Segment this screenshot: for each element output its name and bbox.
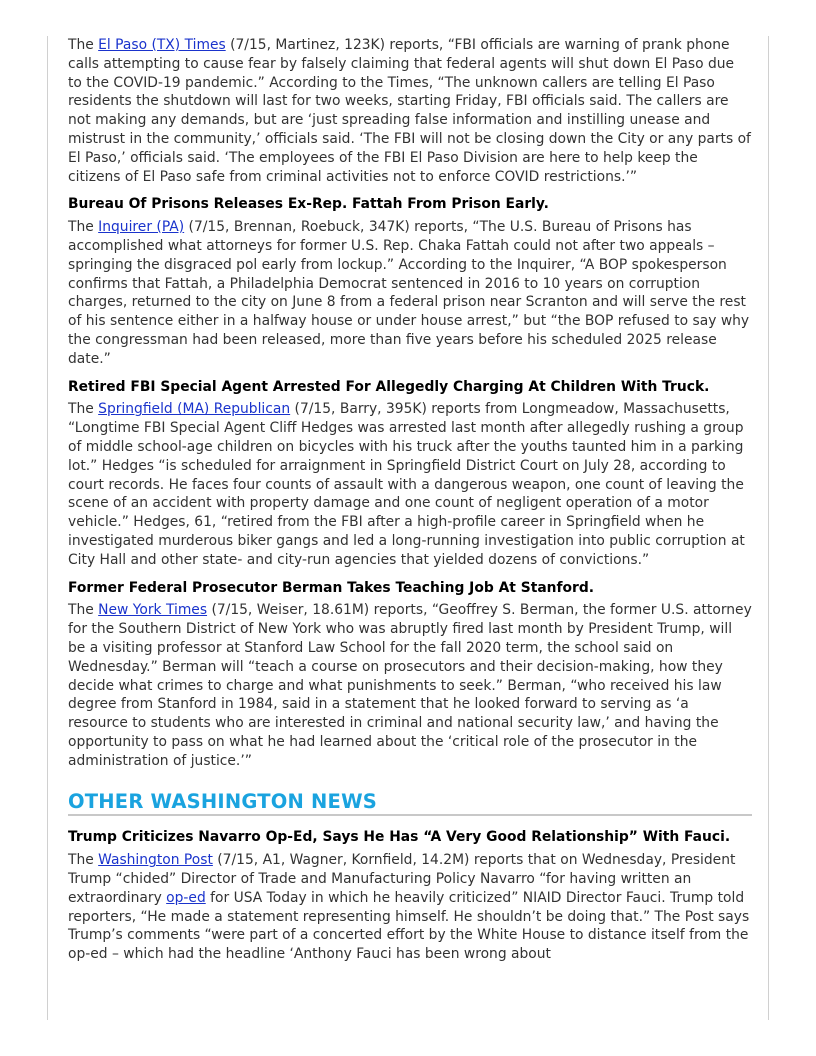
source-link-washington-post[interactable]: Washington Post: [98, 852, 213, 869]
left-margin-rule: [47, 36, 48, 1020]
article-paragraph: The Springfield (MA) Republican (7/15, Barry, 395K) reports from Longmeadow, Massachusetts, “Longtime FBI Special Agent Cliff Hedges was arrested last month after allegedly rushing a group of middle school-age children on bicycles with his truck after the youths taunted him in a parking lot.” Hedges “is scheduled for arraignment in Springfield District Court on July 28, according to court records. He faces four counts of assault with a dangerous weapon, one count of leaving the scene of an accident with property damage and one count of negligent operation of a motor vehicle.” Hedges, 61, “retired from the FBI after a high-profile career in Springfield when he investigated murderous biker gangs and led a long-running investigation into public corruption at City Hall and other state- and city-run agencies that yielded dozens of convictions.”: [68, 401, 745, 568]
article-paragraph: The Inquirer (PA) (7/15, Brennan, Roebuck, 347K) reports, “The U.S. Bureau of Prisons has accomplished what attorneys for former U.S. Rep. Chaka Fattah could not after two appeals – springing the disgraced pol early from lockup.” According to the Inquirer, “A BOP spokesperson confirms that Fattah, a Philadelphia Democrat sentenced in 2016 to 10 years on corruption charges, returned to the city on June 8 from a federal prison near Scranton and will serve the rest of his sentence either in a halfway house or under house arrest,” but “the BOP refused to say why the congressman had been released, more than five years before his scheduled 2025 release date.”: [68, 219, 750, 367]
source-link-el-paso-times[interactable]: El Paso (TX) Times: [98, 37, 226, 53]
article-fattah: [68, 195, 752, 368]
article-navarro-fauci: [68, 828, 752, 964]
article-body: (7/15, A1, Wagner, Kornfield, 14.2M) reports that on Wednesday, President Trump “chided” Director of Trade and Manufacturing Policy Navarro “for having written an extraordinary: [68, 852, 736, 906]
article-el-paso-times: [68, 36, 752, 186]
article-paragraph: The New York Times (7/15, Weiser, 18.61M) reports, “Geoffrey S. Berman, the former U.S. attorney for the Southern District of New York who was abruptly fired last month by President Trump, will be a visiting professor at Stanford Law School for the fall 2020 term, the school said on Wednesday.” Berman will “teach a course on prosecutors and their decision-making, how they decide what crimes to charge and what punishments to seek.” Berman, “who received his law degree from Stanford in 1984, said in a statement that he looked forward to serving as ‘a resource to students who are interested in criminal and national security law,’ and having the opportunity to pass on what he had learned about the ‘critical role of the prosecutor in the administration of justice.’”: [68, 602, 752, 769]
source-link-new-york-times[interactable]: New York Times: [98, 602, 208, 619]
source-link-springfield-republican[interactable]: Springfield (MA) Republican: [98, 401, 291, 418]
section-heading-other-washington-news: OTHER WASHINGTON NEWS: [68, 791, 752, 816]
article-headline: Bureau Of Prisons Releases Ex-Rep. Fattah From Prison Early.: [68, 196, 549, 213]
article-body: (7/15, Martinez, 123K) reports, “FBI officials are warning of prank phone calls attempting to cause fear by falsely claiming that federal agents will shut down El Paso due to the COVID-19 pandemic.” According to the Times, “The unknown callers are telling El Paso residents the shutdown will last for two weeks, starting Friday, FBI officials said. The callers are not making any demands, but are ‘just spreading false information and instilling unease and mistrust in the community,’ officials said. ‘The FBI will not be closing down the City or any parts of El Paso,’ officials said. ‘The employees of the FBI El Paso Division are here to help keep the citizens of El Paso safe from criminal activities not to enforce COVID restrictions.’”: [68, 37, 751, 185]
source-link-inquirer[interactable]: Inquirer (PA): [98, 219, 185, 236]
article-headline: Former Federal Prosecutor Berman Takes Teaching Job At Stanford.: [68, 579, 595, 596]
article-headline: Trump Criticizes Navarro Op-Ed, Says He Has “A Very Good Relationship” With Fauci.: [68, 829, 731, 846]
article-paragraph: The El Paso (TX) Times (7/15, Martinez, 123K) reports, “FBI officials are warning of prank phone calls attempting to cause fear by falsely claiming that federal agents will shut down El Paso due to the COVID-19 pandemic.” According to the Times, “The unknown callers are telling El Paso residents the shutdown will last for two weeks, starting Friday, FBI officials said. The callers are not making any demands, but are ‘just spreading false information and instilling unease and mistrust in the community,’ officials said. ‘The FBI will not be closing down the City or any parts of El Paso,’ officials said. ‘The employees of the FBI El Paso Division are here to help keep the citizens of El Paso safe from criminal activities not to enforce COVID restrictions.’”: [68, 37, 751, 185]
right-margin-rule: [768, 36, 769, 1020]
news-content: [68, 36, 752, 964]
article-body: (7/15, Barry, 395K) reports from Longmeadow, Massachusetts, “Longtime FBI Special Agent Cliff Hedges was arrested last month after allegedly rushing a group of middle school-age children on bicycles with his truck after the youths taunted him in a parking lot.” Hedges “is scheduled for arraignment in Springfield District Court on July 28, according to court records. He faces four counts of assault with a dangerous weapon, one count of leaving the scene of an accident with property damage and one count of negligent operation of a motor vehicle.” Hedges, 61, “retired from the FBI after a high-profile career in Springfield when he investigated murderous biker gangs and led a long-running investigation into public corruption at City Hall and other state- and city-run agencies that yielded dozens of convictions.”: [68, 401, 745, 568]
article-headline: Retired FBI Special Agent Arrested For Allegedly Charging At Children With Truck.: [68, 378, 710, 395]
article-body: (7/15, Brennan, Roebuck, 347K) reports, “The U.S. Bureau of Prisons has accomplished what attorneys for former U.S. Rep. Chaka Fattah could not after two appeals – springing the disgraced pol early from lockup.” According to the Inquirer, “A BOP spokesperson confirms that Fattah, a Philadelphia Democrat sentenced in 2016 to 10 years on corruption charges, returned to the city on June 8 from a federal prison near Scranton and will serve the rest of his sentence either in a halfway house or under house arrest,” but “the BOP refused to say why the congressman had been released, more than five years before his scheduled 2025 release date.”: [68, 219, 750, 367]
article-body-continued: for USA Today in which he heavily criticized” NIAID Director Fauci. Trump told reporters, “He made a statement representing himself. He shouldn’t be doing that.” The Post says Trump’s comments “were part of a concerted effort by the White House to distance itself from the op-ed – which had the headline ‘Anthony Fauci has been wrong about: [68, 889, 750, 963]
article-body: (7/15, Weiser, 18.61M) reports, “Geoffrey S. Berman, the former U.S. attorney for the Southern District of New York who was abruptly fired last month by President Trump, will be a visiting professor at Stanford Law School for the fall 2020 term, the school said on Wednesday.” Berman will “teach a course on prosecutors and their decision-making, how they decide what crimes to charge and what punishments to seek.” Berman, “who received his law degree from Stanford in 1984, said in a statement that he looked forward to serving as ‘a resource to students who are interested in criminal and national security law,’ and having the opportunity to pass on what he had learned about the ‘critical role of the prosecutor in the administration of justice.’”: [68, 602, 752, 769]
article-hedges: [68, 378, 752, 570]
op-ed-link[interactable]: op-ed: [166, 889, 206, 906]
article-paragraph: The Washington Post (7/15, A1, Wagner, Kornfield, 14.2M) reports that on Wednesday, President Trump “chided” Director of Trade and Manufacturing Policy Navarro “for having written an extraordinary op-ed for USA Today in which he heavily criticized” NIAID Director Fauci. Trump told reporters, “He made a statement representing himself. He shouldn’t be doing that.” The Post says Trump’s comments “were part of a concerted effort by the White House to distance itself from the op-ed – which had the headline ‘Anthony Fauci has been wrong about: [68, 852, 750, 963]
article-berman: [68, 579, 752, 771]
